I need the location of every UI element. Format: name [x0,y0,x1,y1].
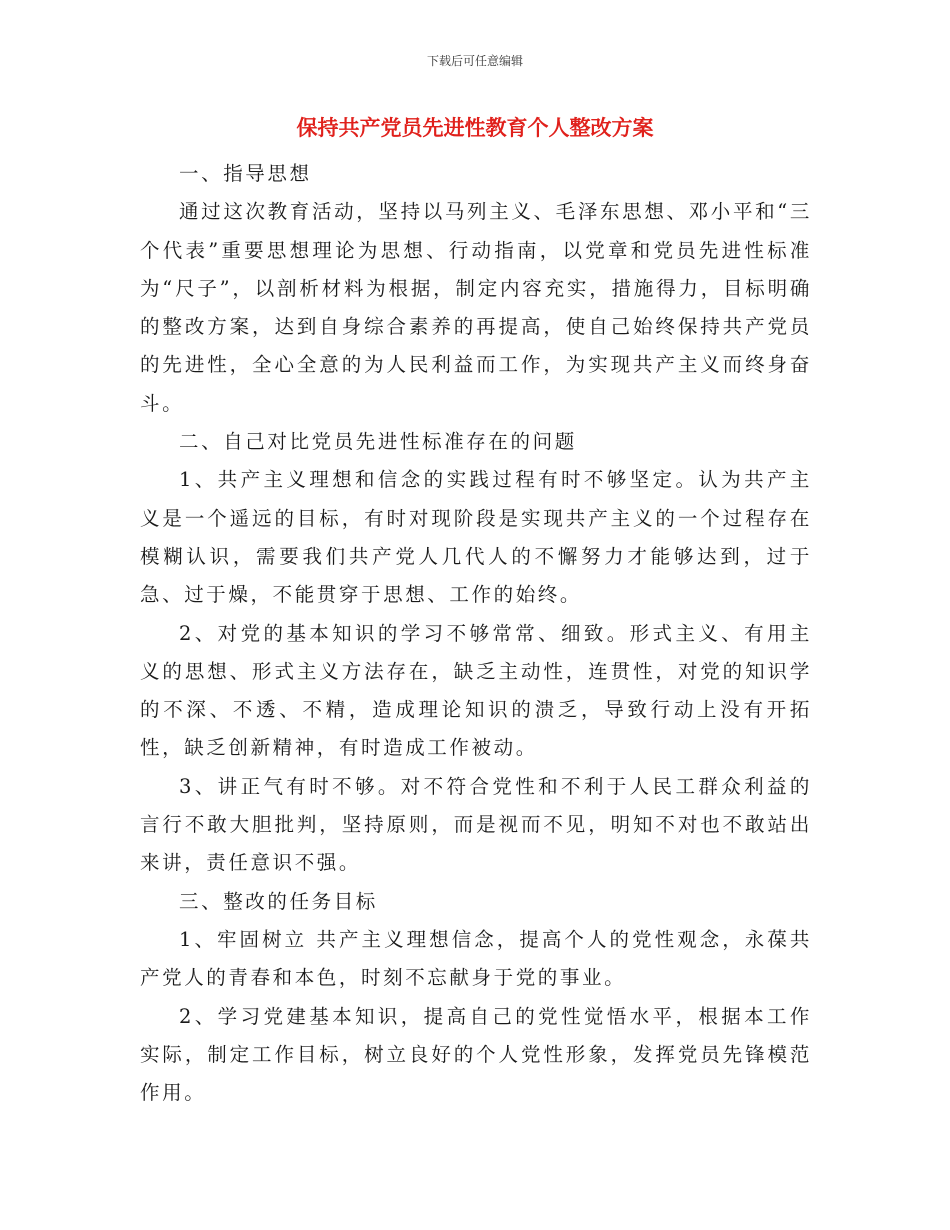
paragraph: 3、讲正气有时不够。对不符合党性和不利于人民工群众利益的言行不敢大胆批判，坚持原则，而是视而不见，明知不对也不敢站出来讲，责任意识不强。 [140,774,812,875]
section-heading-guiding-ideology: 一、指导思想 [179,162,312,185]
document-body [140,155,812,1112]
paragraph: 2、学习党建基本知识，提高自己的党性觉悟水平，根据本工作实际，制定工作目标，树立良好的个人党性形象，发挥党员先锋模范作用。 [140,1004,812,1105]
section-heading-existing-problems: 二、自己对比党员先进性标准存在的问题 [179,430,577,454]
paragraph: 1、牢固树立 共产主义理想信念，提高个人的党性观念，永葆共产党人的青春和本色，时刻不忘献身于党的事业。 [140,927,812,990]
paragraph: 2、对党的基本知识的学习不够常常、细致。形式主义、有用主义的思想、形式主义方法存在，缺乏主动性，连贯性，对党的知识学的不深、不透、不精，造成理论知识的溃乏，导致行动上没有开拓性，缺乏创新精神，有时造成工作被动。 [140,621,812,760]
document-title: 保持共产党员先进性教育个人整改方案 [296,116,654,140]
paragraph: 通过这次教育活动，坚持以马列主义、毛泽东思想、邓小平和“三个代表”重要思想理论为思想、行动指南，以党章和党员先进性标准为“尺子”，以剖析材料为根据，制定内容充实，措施得力，目标明确的整改方案，达到自身综合素养的再提高，使自己始终保持共产党员的先进性，全心全意的为人民利益而工作，为实现共产主义而终身奋斗。 [140,200,812,415]
paragraph: 1、共产主义理想和信念的实践过程有时不够坚定。认为共产主义是一个遥远的目标，有时对现阶段是实现共产主义的一个过程存在模糊认识，需要我们共产党人几代人的不懈努力才能够达到，过于急、过于燥，不能贯穿于思想、工作的始终。 [140,468,812,607]
section-heading-rectification-goals: 三、整改的任务目标 [179,889,378,913]
page-header-note: 下载后可任意编辑 [426,54,523,68]
